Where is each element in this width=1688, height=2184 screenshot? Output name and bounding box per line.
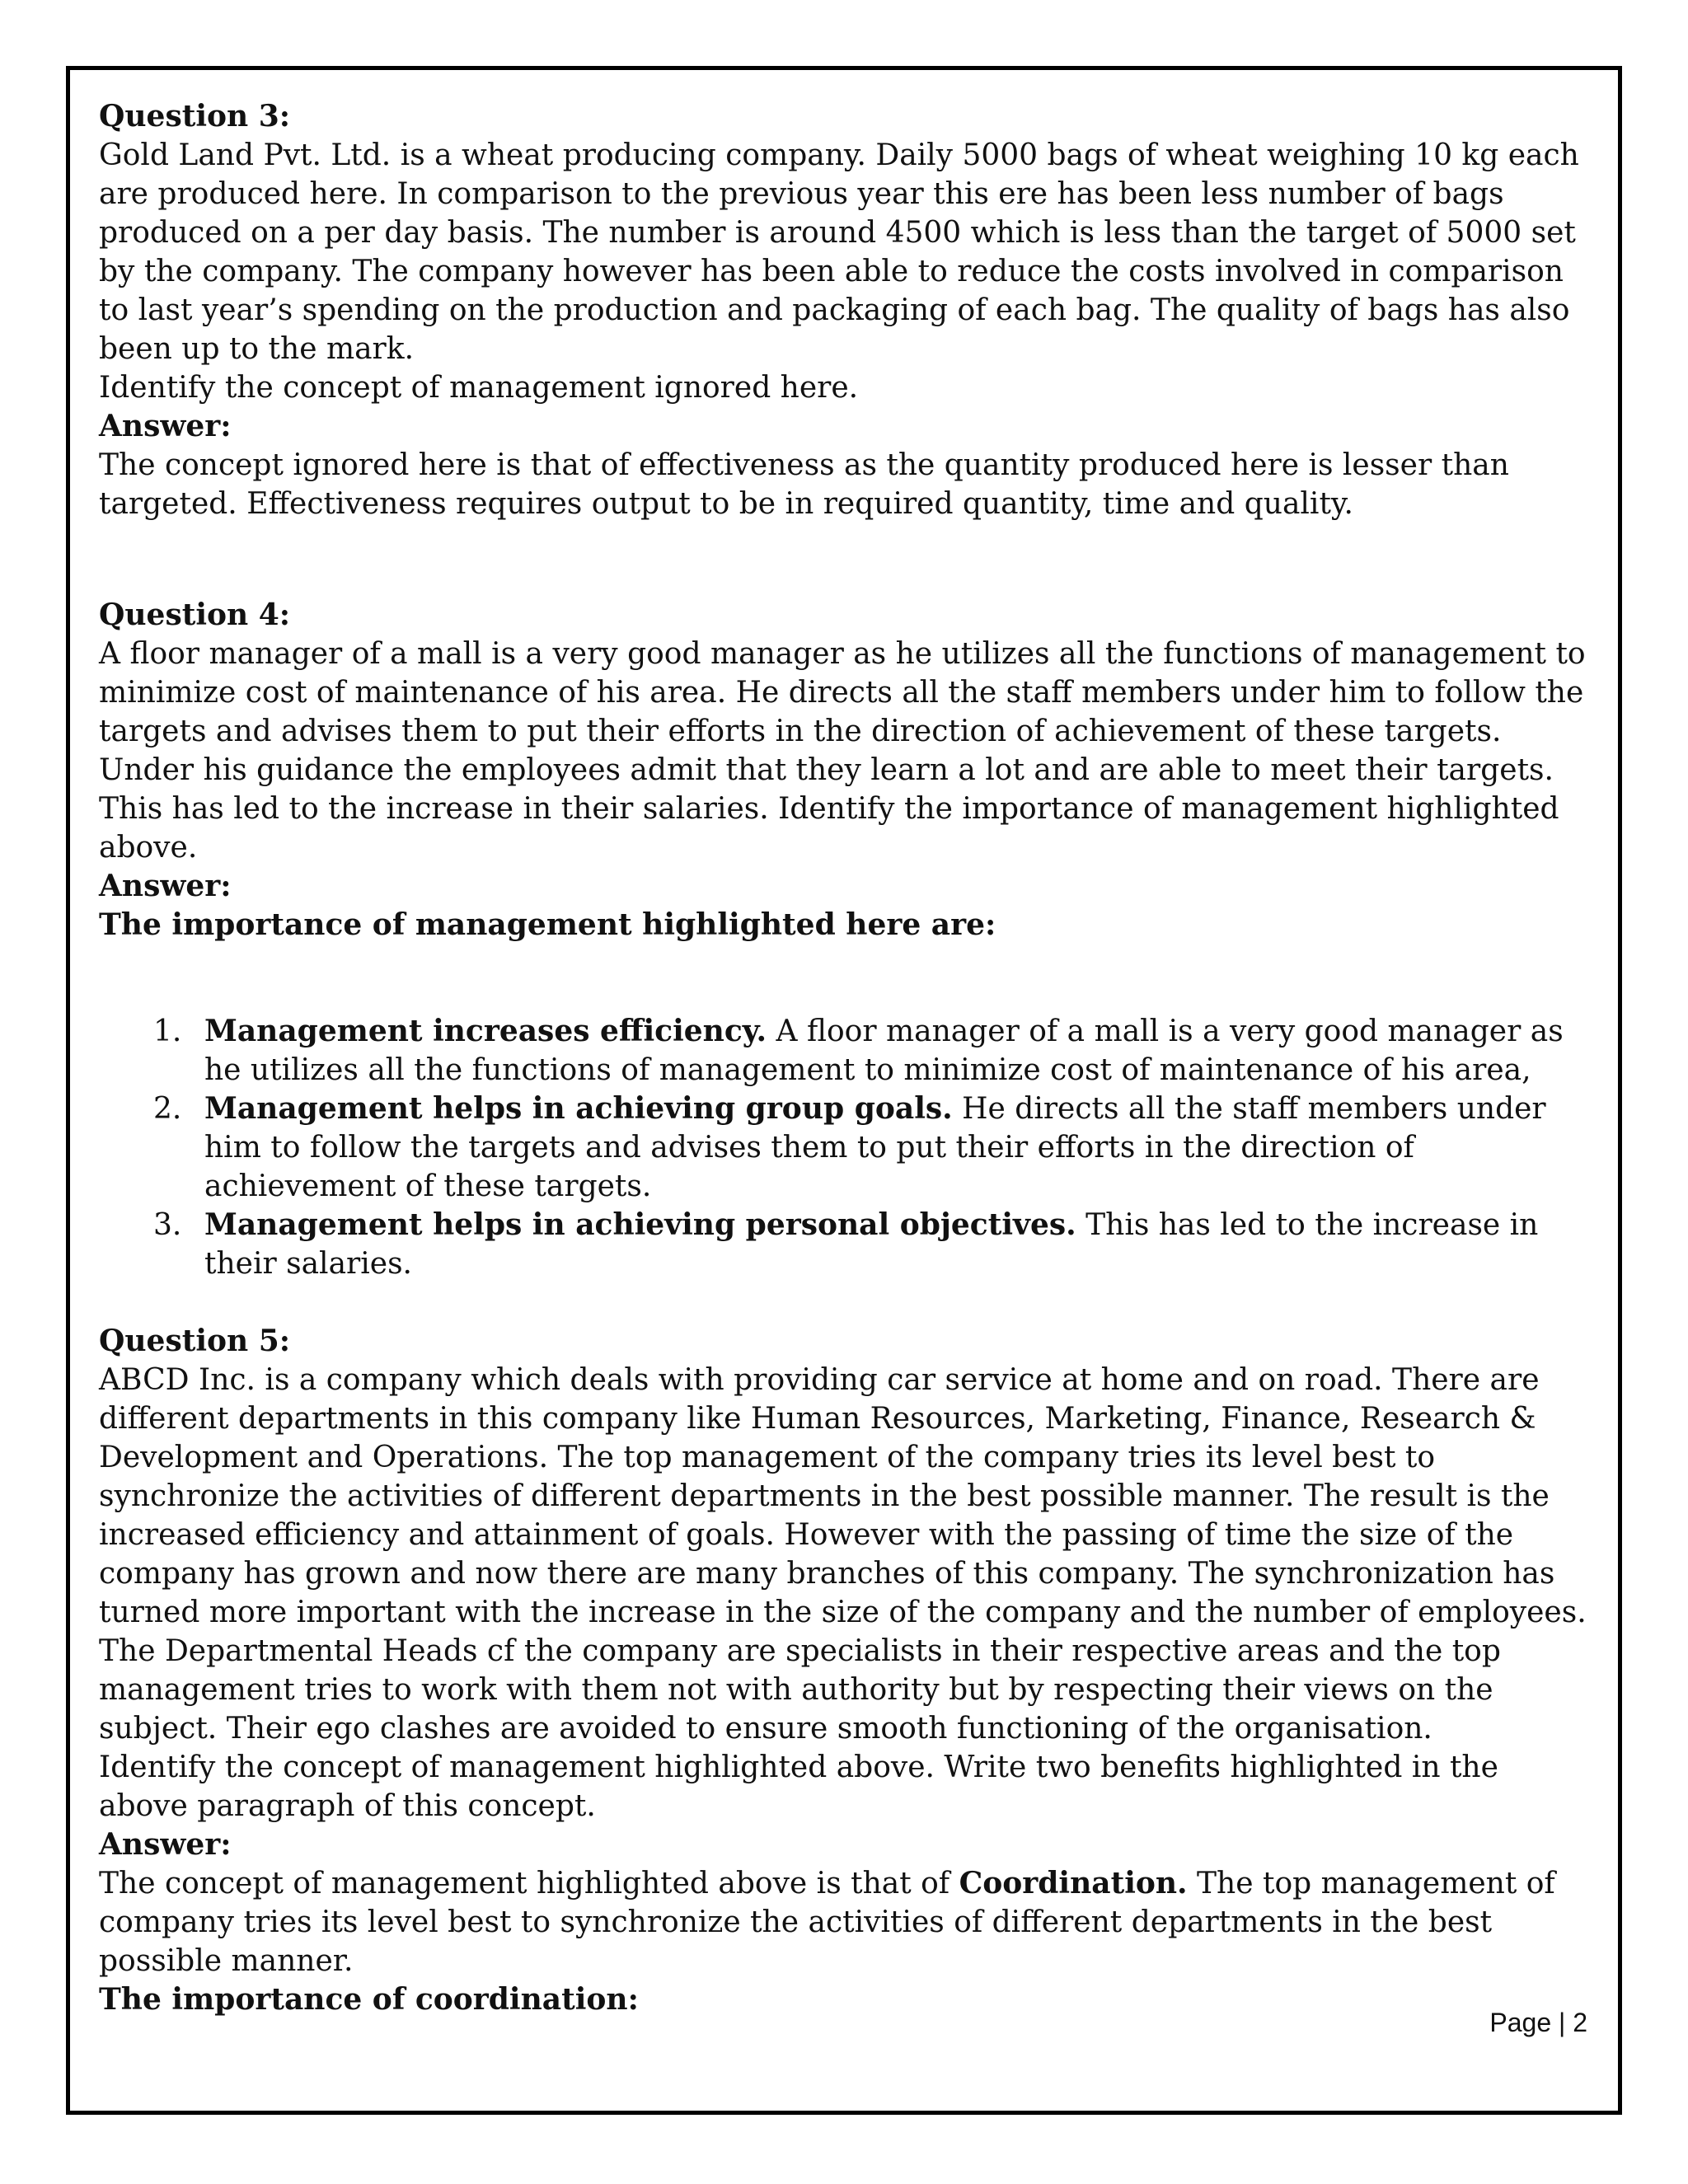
spacer [99, 944, 1591, 1012]
answer-text-post: The top management of company tries its level best to synchronize the activities of different departments in the best possible manner. [99, 1867, 1555, 1978]
question-5-body: ABCD Inc. is a company which deals with providing car service at home and on road. There are different departments in this company like Human Resources, Marketing, Finance, Research & Development and Operations. The top management of the company tries its level best to synchronize the activities of different departments in the best possible manner. The result is the increased efficiency and attainment of goals. However with the passing of time the size of the company has grown and now there are many branches of this company. The synchronization has turned more important with the increase in the size of the company and the number of employees. The Departmental Heads cf the company are specialists in their respective areas and the top management tries to work with them not with authority but by respecting their views on the subject. Their ego clashes are avoided to ensure smooth functioning of the organisation. [99, 1363, 1587, 1746]
question-5-prompt: Identify the concept of management highlighted above. Write two benefits highlighted in the above paragraph of this concept. [99, 1750, 1498, 1823]
list-item [99, 1090, 1591, 1206]
question-3-answer-heading: Answer: [99, 409, 232, 443]
question-4-heading: Question 4: [99, 598, 291, 632]
list-item-text: He directs all the staff members under him to follow the targets and advises them to put their efforts in the direction of achievement of these targets. [204, 1092, 1546, 1203]
list-item-title: Management increases efficiency. [204, 1014, 767, 1048]
list-item [99, 1012, 1591, 1090]
question-3-heading: Question 3: [99, 99, 291, 134]
spacer [99, 1283, 1591, 1322]
importance-list [99, 1012, 1591, 1283]
question-5-answer [99, 1864, 1591, 1980]
question-3-body: Gold Land Pvt. Ltd. is a wheat producing company. Daily 5000 bags of wheat weighing 10 kg each are produced here. In comparison to the previous year this ere has been less number of bags produced on a per day basis. The number is around 4500 which is less than the target of 5000 set by the company. The company however has been able to reduce the costs involved in comparison to last year’s spending on the production and packaging of each bag. The quality of bags has also been up to the mark. [99, 138, 1579, 366]
spacer [99, 523, 1591, 596]
list-item [99, 1206, 1591, 1283]
question-5-heading: Question 5: [99, 1324, 291, 1358]
coordination-term: Coordination. [959, 1866, 1188, 1900]
list-item-text: This has led to the increase in their salaries. [204, 1208, 1539, 1281]
document-body [99, 97, 1591, 2019]
list-item-title: Management helps in achieving personal objectives. [204, 1207, 1076, 1242]
answer-text-pre: The concept of management highlighted above is that of [99, 1867, 959, 1900]
question-5-section [99, 1322, 1591, 2019]
question-3-prompt: Identify the concept of management ignored here. [99, 371, 859, 405]
question-4-answer-heading: Answer: [99, 869, 232, 903]
question-4-section [99, 596, 1591, 1283]
list-item-text: A floor manager of a mall is a very good manager as he utilizes all the functions of management to minimize cost of maintenance of his area, [204, 1015, 1564, 1087]
list-number: 1. [153, 1015, 182, 1048]
coordination-importance-heading: The importance of coordination: [99, 1982, 639, 2017]
question-3-answer: The concept ignored here is that of effectiveness as the quantity produced here is lesser than targeted. Effectiveness requires output to be in required quantity, time and quality. [99, 448, 1509, 521]
question-4-answer-intro: The importance of management highlighted here are: [99, 907, 996, 942]
list-number: 3. [153, 1208, 182, 1242]
question-3-section [99, 97, 1591, 523]
list-number: 2. [153, 1092, 182, 1126]
page-number: Page | 2 [1489, 2008, 1587, 2037]
question-5-answer-heading: Answer: [99, 1827, 232, 1862]
list-item-title: Management helps in achieving group goals. [204, 1091, 953, 1126]
question-4-body: A floor manager of a mall is a very good manager as he utilizes all the functions of management to minimize cost of maintenance of his area. He directs all the staff members under him to follow the targets and advises them to put their efforts in the direction of achievement of these targets. Under his guidance the employees admit that they learn a lot and are able to meet their targets. This has led to the increase in their salaries. Identify the importance of management highlighted above. [99, 637, 1586, 865]
